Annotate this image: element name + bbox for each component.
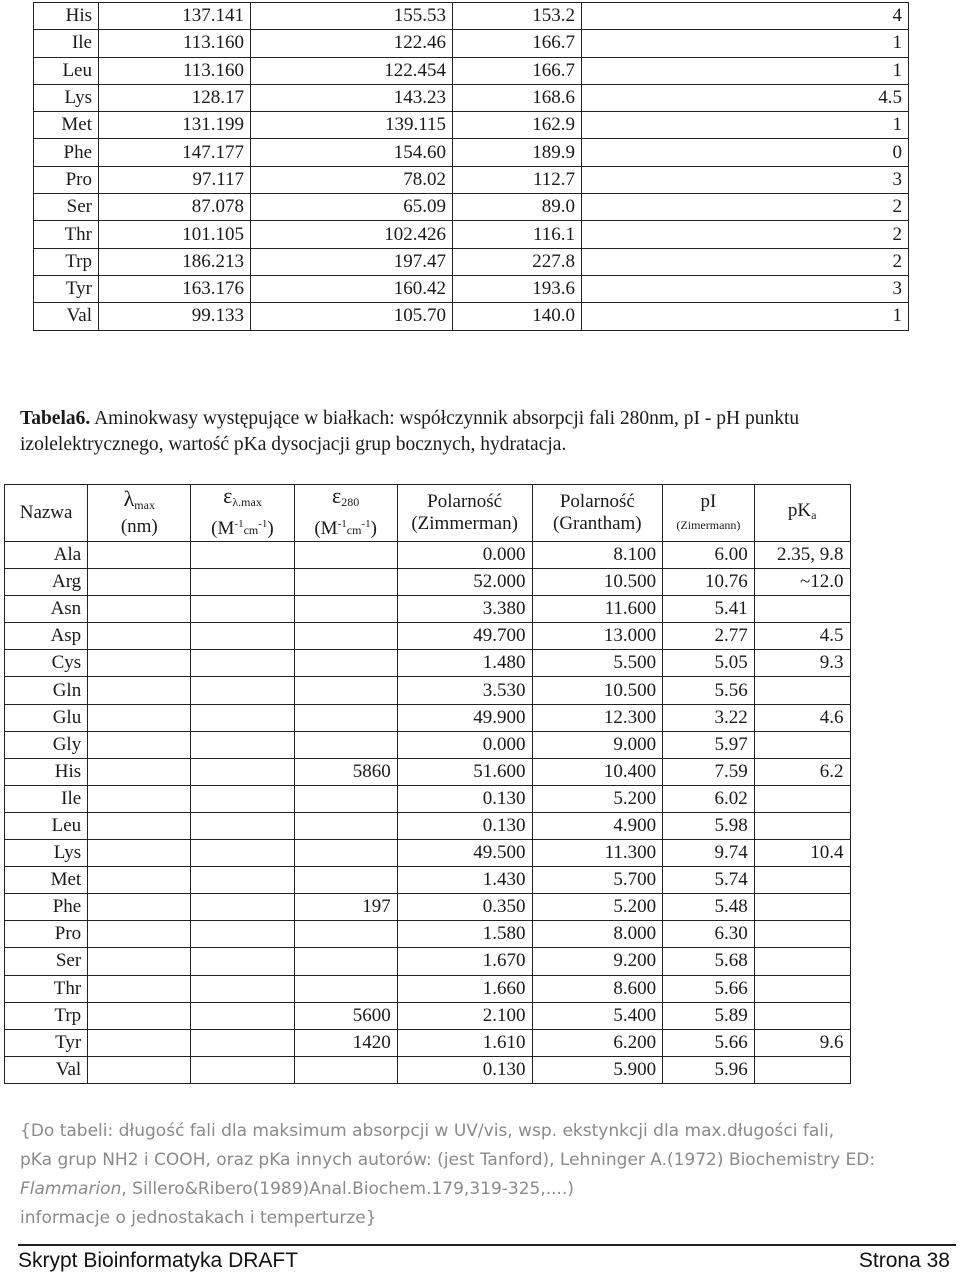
table-cell: 97.117 — [99, 166, 251, 193]
table-cell: Asn — [5, 596, 88, 623]
table-cell — [754, 596, 850, 623]
table-cell — [88, 596, 191, 623]
table-cell: 0.350 — [397, 894, 532, 921]
table-row — [34, 248, 909, 275]
table-cell: Phe — [34, 139, 99, 166]
table-cell: 2 — [582, 221, 909, 248]
footer-divider — [18, 1244, 956, 1246]
table-cell: 5.96 — [663, 1056, 755, 1083]
table-cell: 5.05 — [663, 650, 755, 677]
table-row — [5, 542, 938, 569]
table-cell — [191, 542, 294, 569]
table-cell: 5.48 — [663, 894, 755, 921]
table-cell: Tyr — [34, 275, 99, 302]
table-cell: 10.76 — [663, 569, 755, 596]
table-cell: Leu — [34, 57, 99, 84]
table-cell — [88, 623, 191, 650]
table-cell — [191, 650, 294, 677]
table-cell: Phe — [5, 894, 88, 921]
table-cell: 197 — [294, 894, 397, 921]
table-cell — [88, 569, 191, 596]
table-row — [34, 303, 909, 330]
table-cell — [294, 840, 397, 867]
table-cell: 160.42 — [251, 275, 453, 302]
table-row — [5, 650, 938, 677]
table-cell: 2.100 — [397, 1002, 532, 1029]
table-cell: 0.130 — [397, 812, 532, 839]
table-cell: 87.078 — [99, 194, 251, 221]
table-cell: 162.9 — [453, 112, 582, 139]
table-cell: Trp — [34, 248, 99, 275]
table-cell: 49.700 — [397, 623, 532, 650]
table-cell: 2.35, 9.8 — [754, 542, 850, 569]
table-cell — [88, 975, 191, 1002]
table-cell: 4.900 — [532, 812, 663, 839]
table-cell — [294, 731, 397, 758]
table-cell: Lys — [5, 840, 88, 867]
table-cell-blank — [850, 569, 937, 596]
header-polarity-grantham: Polarność (Grantham) — [532, 485, 663, 542]
table-row — [5, 569, 938, 596]
table-cell — [88, 948, 191, 975]
table-cell — [191, 894, 294, 921]
header-pka: $pK_a$ — [754, 485, 850, 542]
table-cell: 143.23 — [251, 84, 453, 111]
table-row — [34, 221, 909, 248]
table-cell: 1.480 — [397, 650, 532, 677]
table-cell: 5860 — [294, 758, 397, 785]
table-cell — [294, 596, 397, 623]
table-cell: 6.00 — [663, 542, 755, 569]
table-cell: Thr — [5, 975, 88, 1002]
table-cell: 6.2 — [754, 758, 850, 785]
table-cell: Tyr — [5, 1029, 88, 1056]
footer-title: Skrypt Bioinformatyka DRAFT — [18, 1249, 299, 1272]
table-cell: 6.02 — [663, 785, 755, 812]
table-cell: 52.000 — [397, 569, 532, 596]
note-line-4: informacje o jednostakach i temperturze} — [20, 1208, 377, 1228]
table-cell: 12.300 — [532, 704, 663, 731]
table-row — [5, 596, 938, 623]
table-cell: 0.000 — [397, 542, 532, 569]
table-cell: Met — [34, 112, 99, 139]
table-row — [5, 840, 938, 867]
table-cell: 197.47 — [251, 248, 453, 275]
table-cell: 5600 — [294, 1002, 397, 1029]
table-cell: Gln — [5, 677, 88, 704]
header-lambda-max: $\lambda_{max}$ (nm) — [88, 485, 191, 542]
table-cell: 5.89 — [663, 1002, 755, 1029]
table-row — [5, 812, 938, 839]
table-cell: His — [5, 758, 88, 785]
amino-acid-mass-table — [33, 2, 909, 331]
table-cell: 10.400 — [532, 758, 663, 785]
caption-label: Tabela6. — [20, 408, 91, 429]
table-cell: 1.610 — [397, 1029, 532, 1056]
table-cell — [191, 704, 294, 731]
table-cell: 51.600 — [397, 758, 532, 785]
table-cell-blank — [850, 975, 937, 1002]
table-cell: 8.100 — [532, 542, 663, 569]
table-cell — [88, 731, 191, 758]
table-cell: 153.2 — [453, 3, 582, 30]
table-cell — [191, 975, 294, 1002]
table-cell: 163.176 — [99, 275, 251, 302]
table-header-row — [5, 485, 938, 542]
table-cell: 10.500 — [532, 677, 663, 704]
table-cell: 2.77 — [663, 623, 755, 650]
table-cell: ~12.0 — [754, 569, 850, 596]
table-cell: 3.22 — [663, 704, 755, 731]
table-cell: 5.66 — [663, 975, 755, 1002]
table-cell — [88, 785, 191, 812]
table-cell: 102.426 — [251, 221, 453, 248]
table-cell: 9.200 — [532, 948, 663, 975]
table-row — [34, 194, 909, 221]
table-cell: Val — [5, 1056, 88, 1083]
table-cell: 1 — [582, 112, 909, 139]
header-epsilon-280: $\varepsilon_{280}$ $(M^{-1}cm^{-1})$ — [294, 485, 397, 542]
table-row — [34, 139, 909, 166]
table-cell: Glu — [5, 704, 88, 731]
table-cell-blank — [850, 948, 937, 975]
table-cell — [191, 569, 294, 596]
table-cell — [754, 921, 850, 948]
table-cell — [88, 1056, 191, 1083]
table-cell: 5.500 — [532, 650, 663, 677]
table-cell: 4 — [582, 3, 909, 30]
table-cell — [88, 840, 191, 867]
table-cell: 3 — [582, 275, 909, 302]
table-cell: 5.400 — [532, 1002, 663, 1029]
table-cell — [191, 731, 294, 758]
table-cell-blank — [850, 840, 937, 867]
table-cell: 5.200 — [532, 785, 663, 812]
table-cell: 4.5 — [582, 84, 909, 111]
table-cell: 5.66 — [663, 1029, 755, 1056]
table-cell: 8.600 — [532, 975, 663, 1002]
table-cell: 116.1 — [453, 221, 582, 248]
table-cell — [191, 812, 294, 839]
table-cell — [88, 1029, 191, 1056]
table-cell — [754, 1056, 850, 1083]
table-cell: 6.200 — [532, 1029, 663, 1056]
table-cell — [754, 731, 850, 758]
table-cell: Pro — [34, 166, 99, 193]
table-cell: 186.213 — [99, 248, 251, 275]
table-cell-blank — [850, 623, 937, 650]
table-cell-blank — [850, 542, 937, 569]
table-cell: 122.454 — [251, 57, 453, 84]
table-row — [5, 677, 938, 704]
table-cell: 122.46 — [251, 30, 453, 57]
table-cell — [191, 1029, 294, 1056]
table-cell: 1 — [582, 57, 909, 84]
table-row — [5, 894, 938, 921]
table-caption — [20, 406, 940, 458]
table-row — [34, 112, 909, 139]
table-cell — [754, 1002, 850, 1029]
table-cell: 9.74 — [663, 840, 755, 867]
table-cell: 1.580 — [397, 921, 532, 948]
table-cell: Arg — [5, 569, 88, 596]
table-cell — [754, 867, 850, 894]
table-cell: 131.199 — [99, 112, 251, 139]
table-cell: 9.3 — [754, 650, 850, 677]
table-cell: Trp — [5, 1002, 88, 1029]
table-cell — [294, 812, 397, 839]
table-cell: 9.000 — [532, 731, 663, 758]
table-cell: 7.59 — [663, 758, 755, 785]
table-cell: 1.430 — [397, 867, 532, 894]
table-cell-blank — [850, 704, 937, 731]
table-cell — [88, 677, 191, 704]
table-row — [5, 975, 938, 1002]
table-cell: 113.160 — [99, 57, 251, 84]
table-cell — [191, 785, 294, 812]
table-cell: 0.130 — [397, 785, 532, 812]
table-cell — [88, 867, 191, 894]
table-row — [5, 867, 938, 894]
table-cell: 5.98 — [663, 812, 755, 839]
header-epsilon-lambda-max: $\varepsilon_{\lambda.max}$ $(M^{-1}cm^{-1})$ — [191, 485, 294, 542]
table-cell: 128.17 — [99, 84, 251, 111]
table-cell: Lys — [34, 84, 99, 111]
table-cell — [294, 704, 397, 731]
table-cell: 2 — [582, 248, 909, 275]
note-line-3: Flammarion, Sillero&Ribero(1989)Anal.Biochem.179,319-325,....) — [20, 1179, 575, 1199]
table-cell-blank — [850, 677, 937, 704]
table-cell — [88, 650, 191, 677]
table-cell: Ile — [5, 785, 88, 812]
table-cell: His — [34, 3, 99, 30]
table-cell — [191, 921, 294, 948]
table-cell: Pro — [5, 921, 88, 948]
table-cell: 13.000 — [532, 623, 663, 650]
table-cell: 5.200 — [532, 894, 663, 921]
table-row — [5, 785, 938, 812]
table-cell: 78.02 — [251, 166, 453, 193]
table-cell: 89.0 — [453, 194, 582, 221]
table-cell — [294, 1056, 397, 1083]
note-line-2: pKa grup NH2 i COOH, oraz pKa innych autorów: (jest Tanford), Lehninger A.(1972) Biochemistry ED: — [20, 1150, 876, 1170]
table-cell — [191, 1056, 294, 1083]
table-cell: Ser — [34, 194, 99, 221]
table-cell — [88, 921, 191, 948]
table-cell — [754, 785, 850, 812]
table-cell — [191, 867, 294, 894]
table-cell: 105.70 — [251, 303, 453, 330]
table-cell: 155.53 — [251, 3, 453, 30]
table-cell: Met — [5, 867, 88, 894]
table-cell: 1.660 — [397, 975, 532, 1002]
table-cell: 189.9 — [453, 139, 582, 166]
table-cell-blank — [850, 731, 937, 758]
table-row — [5, 1029, 938, 1056]
table-cell: 154.60 — [251, 139, 453, 166]
table-cell: 0 — [582, 139, 909, 166]
table-cell: 3 — [582, 166, 909, 193]
table-cell: 5.56 — [663, 677, 755, 704]
table-cell: 5.68 — [663, 948, 755, 975]
table-cell: Cys — [5, 650, 88, 677]
table-cell: 113.160 — [99, 30, 251, 57]
table-cell-blank — [850, 921, 937, 948]
table-cell: 10.500 — [532, 569, 663, 596]
header-name: Nazwa — [5, 485, 88, 542]
table-cell — [88, 758, 191, 785]
table-cell-blank — [850, 812, 937, 839]
table-cell: 1.670 — [397, 948, 532, 975]
table-cell — [294, 948, 397, 975]
table-cell: 137.141 — [99, 3, 251, 30]
table-cell — [294, 785, 397, 812]
table-cell-blank — [850, 1056, 937, 1083]
table-cell: 4.5 — [754, 623, 850, 650]
table-cell: 2 — [582, 194, 909, 221]
note-line-1: {Do tabeli: długość fali dla maksimum absorpcji w UV/vis, wsp. ekstynkcji dla max.długości fali, — [20, 1121, 835, 1141]
table-cell: 11.300 — [532, 840, 663, 867]
table-cell-blank — [850, 1029, 937, 1056]
table-cell-blank — [850, 650, 937, 677]
table-cell: 140.0 — [453, 303, 582, 330]
table-row — [5, 1056, 938, 1083]
table-cell: 5.41 — [663, 596, 755, 623]
table-cell: 5.74 — [663, 867, 755, 894]
table-cell — [754, 948, 850, 975]
table-cell: 166.7 — [453, 57, 582, 84]
table-cell: Gly — [5, 731, 88, 758]
table-cell — [754, 975, 850, 1002]
table-cell: Ile — [34, 30, 99, 57]
table-cell: Leu — [5, 812, 88, 839]
table-row — [5, 731, 938, 758]
table-cell: Thr — [34, 221, 99, 248]
table-row — [34, 166, 909, 193]
table-cell: 168.6 — [453, 84, 582, 111]
table-cell: 49.900 — [397, 704, 532, 731]
table-row — [34, 84, 909, 111]
table-cell: 3.530 — [397, 677, 532, 704]
table-row — [5, 948, 938, 975]
table-cell: 65.09 — [251, 194, 453, 221]
table-cell: Asp — [5, 623, 88, 650]
table-cell: 1420 — [294, 1029, 397, 1056]
table-cell — [294, 677, 397, 704]
table-cell — [294, 975, 397, 1002]
table-cell — [191, 758, 294, 785]
table-row — [5, 623, 938, 650]
table-cell — [191, 1002, 294, 1029]
table-cell: 11.600 — [532, 596, 663, 623]
table-row — [5, 758, 938, 785]
amino-acid-properties-table — [4, 484, 937, 1084]
table-cell-blank — [850, 596, 937, 623]
table-cell — [191, 596, 294, 623]
table-cell — [754, 677, 850, 704]
table-cell — [191, 623, 294, 650]
table-cell: 99.133 — [99, 303, 251, 330]
caption-text: Aminokwasy występujące w białkach: współczynnik absorpcji fali 280nm, pI - pH punktu izolelektrycznego, wartość pKa dysocjacji grup bocznych, hydratacja. — [20, 408, 800, 455]
table-cell: 49.500 — [397, 840, 532, 867]
table-cell: 8.000 — [532, 921, 663, 948]
table-cell: 9.6 — [754, 1029, 850, 1056]
table-cell: 101.105 — [99, 221, 251, 248]
table-cell: 5.900 — [532, 1056, 663, 1083]
table-cell: 3.380 — [397, 596, 532, 623]
table-cell: Ala — [5, 542, 88, 569]
table-cell: Val — [34, 303, 99, 330]
table-cell-blank — [850, 758, 937, 785]
table-row — [34, 3, 909, 30]
table-cell: 5.97 — [663, 731, 755, 758]
table-cell: 5.700 — [532, 867, 663, 894]
table-cell: 4.6 — [754, 704, 850, 731]
table-cell: Ser — [5, 948, 88, 975]
table-cell — [754, 812, 850, 839]
table-row — [34, 30, 909, 57]
table-cell — [88, 894, 191, 921]
table-cell — [191, 677, 294, 704]
table-row — [5, 921, 938, 948]
table-row — [5, 1002, 938, 1029]
table-cell — [754, 894, 850, 921]
table-cell: 1 — [582, 30, 909, 57]
table-cell: 6.30 — [663, 921, 755, 948]
table-row — [34, 275, 909, 302]
table-cell — [88, 812, 191, 839]
table-cell — [191, 948, 294, 975]
table-cell — [88, 704, 191, 731]
table-cell — [294, 542, 397, 569]
table-cell: 166.7 — [453, 30, 582, 57]
table-cell: 10.4 — [754, 840, 850, 867]
table-row — [34, 57, 909, 84]
table-cell: 147.177 — [99, 139, 251, 166]
table-cell — [294, 867, 397, 894]
table-note — [20, 1117, 950, 1233]
table-cell: 0.130 — [397, 1056, 532, 1083]
table-cell-blank — [850, 867, 937, 894]
table-cell — [294, 921, 397, 948]
table-cell-blank — [850, 1002, 937, 1029]
table-cell: 227.8 — [453, 248, 582, 275]
header-blank — [850, 485, 937, 542]
table-cell: 139.115 — [251, 112, 453, 139]
table-row — [5, 704, 938, 731]
table-cell — [294, 569, 397, 596]
header-pi: pI (Zimermann) — [663, 485, 755, 542]
table-cell: 193.6 — [453, 275, 582, 302]
table-cell: 112.7 — [453, 166, 582, 193]
footer-page-number: Strona 38 — [858, 1249, 950, 1272]
table-cell: 1 — [582, 303, 909, 330]
table-cell-blank — [850, 894, 937, 921]
table-cell — [294, 623, 397, 650]
table-cell — [88, 542, 191, 569]
table-cell: 0.000 — [397, 731, 532, 758]
table-cell — [88, 1002, 191, 1029]
table-cell-blank — [850, 785, 937, 812]
header-polarity-zimmerman: Polarność (Zimmerman) — [397, 485, 532, 542]
table-cell — [191, 840, 294, 867]
table-cell — [294, 650, 397, 677]
